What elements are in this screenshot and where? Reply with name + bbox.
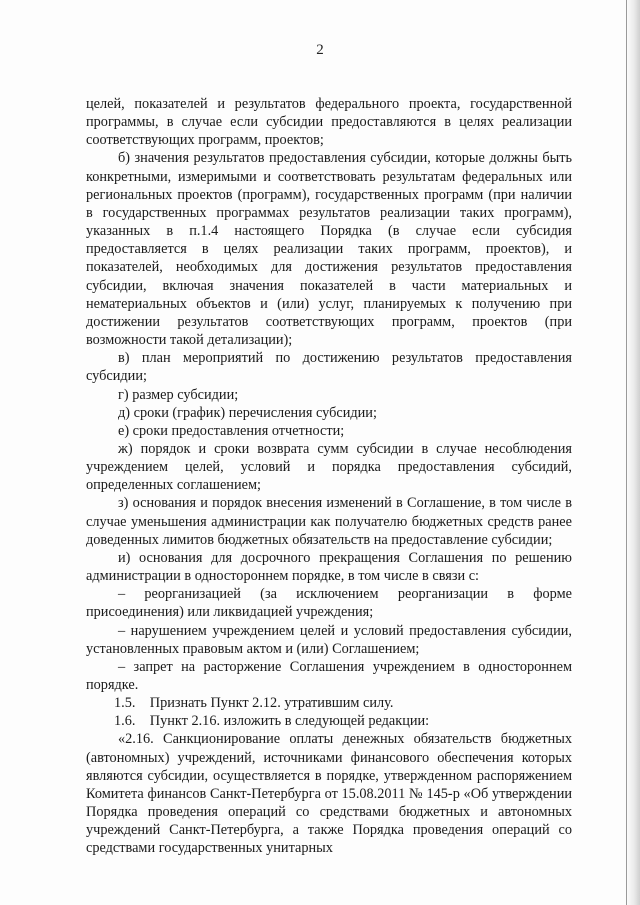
paragraph-clause-2-16: «2.16. Санкционирование оплаты денежных обязательств бюджетных (автономных) учреждений, источниками финансового обеспечения которых являются субсидии, осуществляется в порядке, утвержденном распоряжением Комитета финансов Санкт-Петербурга от 15.08.2011 № 145-р «Об утверждении Порядка проведения операций со средствами бюджетных и автономных учреждений Санкт-Петербурга, а также Порядка проведения операций со средствами государственных унитарных [86, 731, 572, 857]
scan-edge-line [626, 0, 627, 905]
document-body [86, 95, 572, 858]
paragraph-dash-prohibition: – запрет на расторжение Соглашения учреждением в одностороннем порядке. [86, 658, 572, 693]
paragraph-item-zh: ж) порядок и сроки возврата сумм субсидии в случае несоблюдения учреждением целей, условий и порядка предоставления субсидий, определенных соглашением; [86, 440, 572, 494]
scan-edge-shadow [626, 0, 640, 905]
paragraph-clause-1-5: 1.5. Признать Пункт 2.12. утратившим силу. [114, 695, 394, 712]
paragraph-item-d: д) сроки (график) перечисления субсидии; [118, 404, 377, 421]
paragraph-clause-1-6: 1.6. Пункт 2.16. изложить в следующей редакции: [114, 713, 430, 730]
paragraph-continuation: целей, показателей и результатов федерального проекта, государственной программы, в случае если субсидии предоставляются в целях реализации соответствующих программ, проектов; [86, 96, 572, 149]
paragraph-item-v: в) план мероприятий по достижению результатов предоставления субсидии; [86, 350, 572, 385]
paragraph-dash-violation: – нарушением учреждением целей и условий предоставления субсидии, установленных правовым актом и (или) Соглашением; [86, 622, 572, 657]
paragraph-item-b: б) значения результатов предоставления субсидии, которые должны быть конкретными, измеримыми и соответствовать результатам федеральных или региональных проектов (программ), государственных программ (при наличии в государственных программах результатов реализации таких программ), указанных в п.1.4 настоящего Порядка (в случае если субсидия предоставляется в целях реализации таких программ, проектов), и показателей, необходимых для достижения результатов предоставления субсидии, включая значения показателей в части материальных и нематериальных объектов и (или) услуг, планируемых к получению при достижении результатов соответствующих программ, проектов (при возможности такой детализации); [86, 150, 572, 349]
paragraph-dash-reorganization: – реорганизацией (за исключением реорганизации в форме присоединения) или ликвидацией учреждения; [86, 586, 572, 621]
paragraph-item-g: г) размер субсидии; [118, 386, 239, 403]
paragraph-item-e: е) сроки предоставления отчетности; [118, 422, 345, 439]
paragraph-item-z: з) основания и порядок внесения изменений в Соглашение, в том числе в случае уменьшения администрации как получателю бюджетных средств ранее доведенных лимитов бюджетных обязательств на предоставление субсидии; [86, 495, 572, 548]
paragraph-item-i: и) основания для досрочного прекращения Соглашения по решению администрации в одностороннем порядке, в том числе в связи с: [86, 549, 572, 585]
page-number: 2 [316, 42, 324, 58]
